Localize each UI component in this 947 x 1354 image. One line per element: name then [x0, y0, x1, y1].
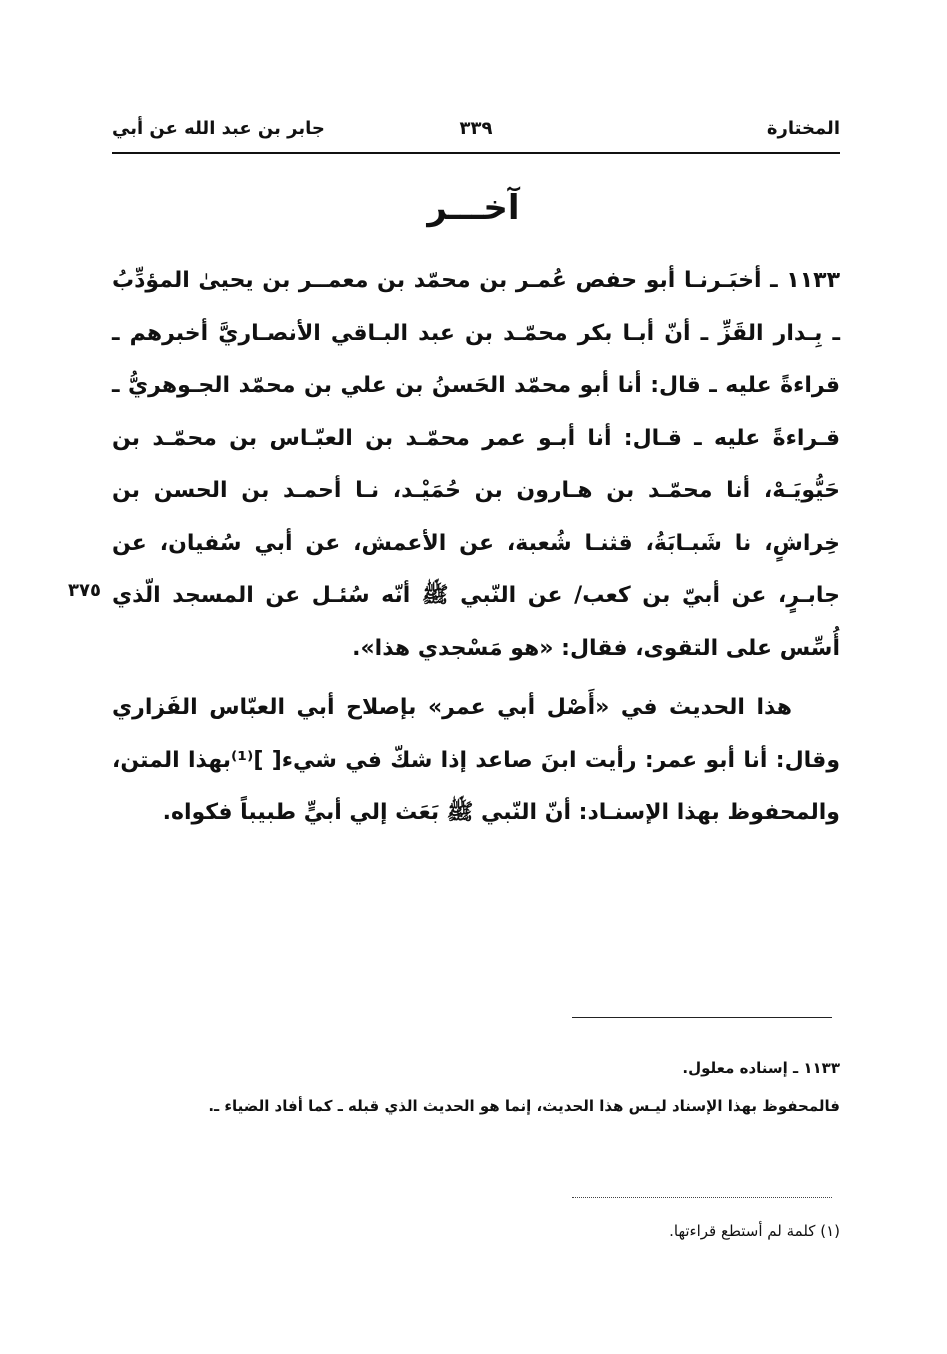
section-title: آخـــر: [427, 188, 520, 228]
margin-page-reference: ٣٧٥: [68, 580, 101, 601]
page-header: [112, 118, 840, 148]
notes-divider: [572, 1017, 832, 1018]
footnote-divider: [572, 1197, 832, 1198]
header-rule: [112, 152, 840, 154]
commentary-text: هذا الحديث في «أَصْل أبي عمر» بإصلاح أبي العبّاس الفَزاري وقال: أنا أبو عمر: رأيت ابنَ صاعد إذا شكّ في شيء[ ]⁽¹⁾بهذا المتن، والمحفوظ بهذا الإسنـاد: أنّ النّبي ﷺ بَعَث إلي أبيٍّ طبيباً فكواه.: [112, 695, 840, 825]
page-number: ٣٣٩: [459, 118, 493, 139]
note-isnad: ١١٣٣ ـ إسناده معلول.: [682, 1059, 840, 1077]
hadith-text: ١١٣٣ ـ أخبَـرنـا أبو حفص عُمـر بن محمّد بن معمــر بن يحيىٰ المؤدِّبُ ـ بِـدار القَزِّ ـ أنّ أبـا بكر محمّـد بن عبد البـاقي الأنصـاريَّ أخبرهم ـ قراءةً عليه ـ قال: أنا أبو محمّد الحَسنُ بن علي بن محمّد الجـوهريُّ ـ قـراءةً عليه ـ قـال: أنا أبـو عمر محمّـد بن العبّـاس بن محمّـد بن حَيُّويَـهْ، أنا محمّـد بن هـارون بن حُمَيْـد، نـا أحمـد بن الحسن بن خِراشٍ، نا شَبـابَةُ، قثنـا شُعبة، عن الأعمش، عن أبي سُفيان، عن جابـرٍ، عن أبيّ بن كعب/ عن النّبي ﷺ أنّه سُئـل عن المسجد الّذي أُسِّس على التقوى، فقال: «هو مَسْجدي هذا».: [112, 268, 840, 661]
book-title: المختارة: [766, 118, 840, 139]
chapter-title: جابر بن عبد الله عن أبي: [112, 118, 325, 139]
note-explanation: فالمحفوظ بهذا الإسناد ليـس هذا الحديث، إنما هو الحديث الذي قبله ـ كما أفاد الضياء ـ.: [208, 1097, 840, 1115]
footnote: (١) كلمة لم أستطع قراءتها.: [669, 1222, 840, 1240]
